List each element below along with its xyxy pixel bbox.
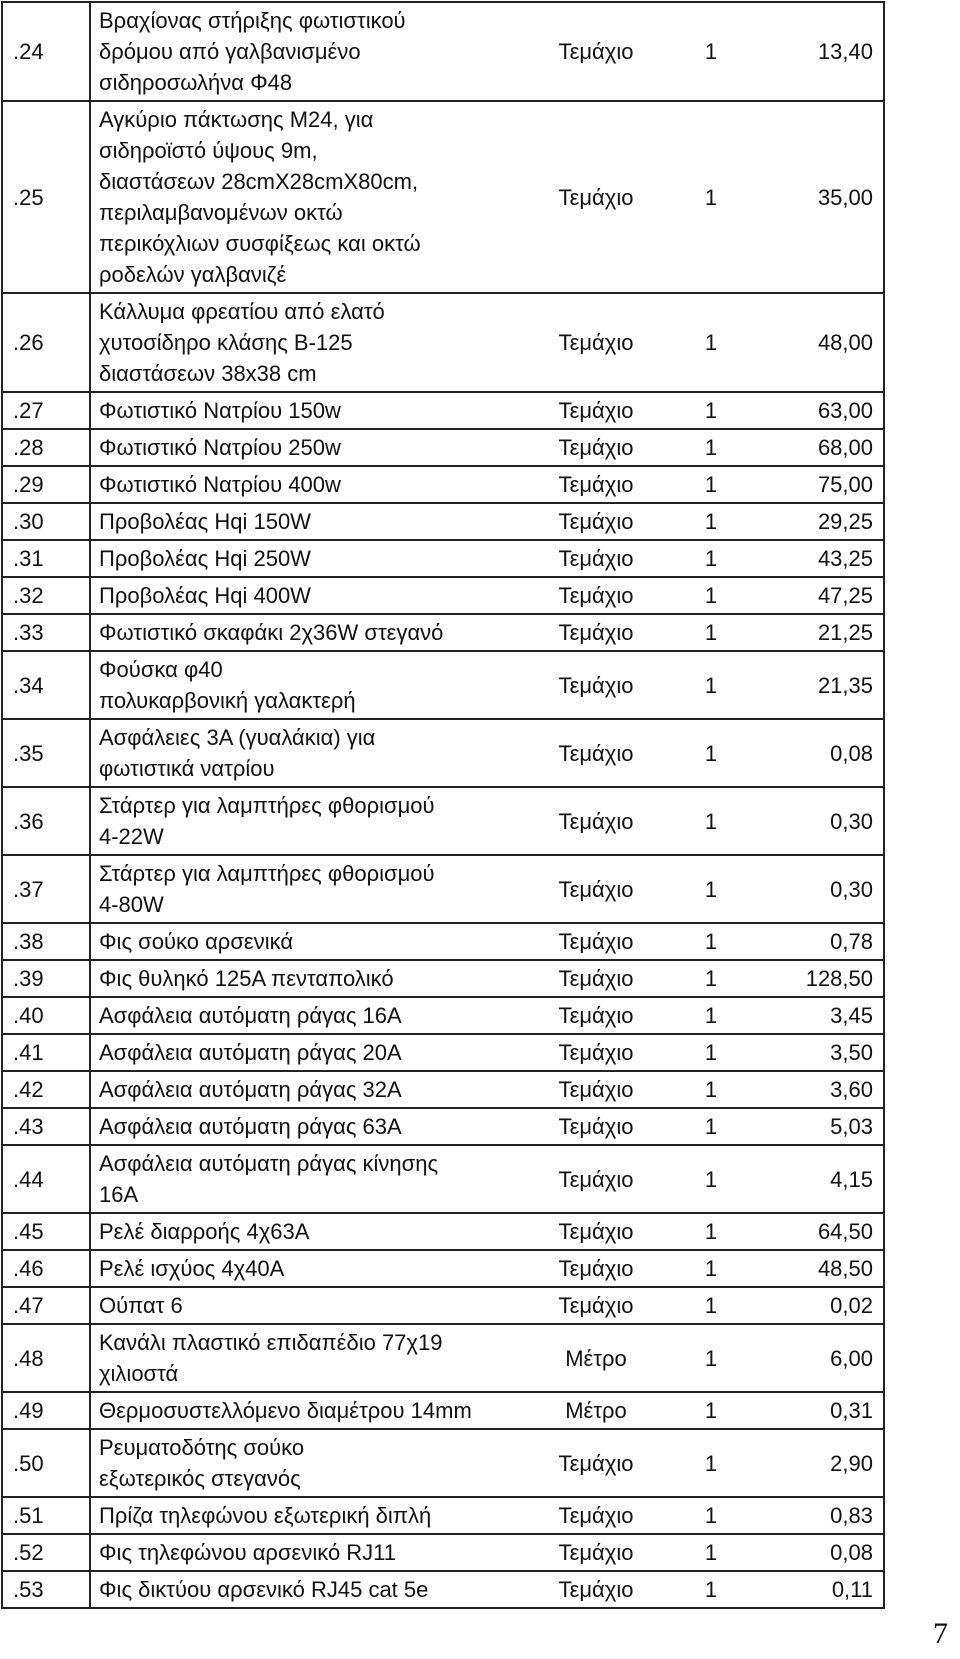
item-description-text: Φούσκα φ40 πολυκαρβονική γαλακτερή	[99, 657, 356, 713]
item-description	[90, 1429, 526, 1497]
item-price: 13,40	[756, 2, 884, 101]
item-quantity: 1	[666, 101, 756, 293]
item-price: 21,35	[756, 651, 884, 719]
item-price: 3,50	[756, 1034, 884, 1071]
item-description-text: Κανάλι πλαστικό επιδαπέδιο 77χ19 χιλιοστά	[99, 1330, 443, 1386]
table-row	[2, 577, 884, 614]
item-quantity: 1	[666, 1324, 756, 1392]
item-price: 3,60	[756, 1071, 884, 1108]
item-price: 0,02	[756, 1287, 884, 1324]
item-price: 29,25	[756, 503, 884, 540]
item-number: .46	[2, 1250, 90, 1287]
item-quantity: 1	[666, 1571, 756, 1608]
item-number: .39	[2, 960, 90, 997]
item-price: 75,00	[756, 466, 884, 503]
item-quantity: 1	[666, 577, 756, 614]
item-quantity: 1	[666, 997, 756, 1034]
item-quantity: 1	[666, 1034, 756, 1071]
item-unit: Τεμάχιο	[526, 540, 666, 577]
item-quantity: 1	[666, 1250, 756, 1287]
table-row	[2, 1497, 884, 1534]
item-quantity: 1	[666, 392, 756, 429]
item-quantity: 1	[666, 503, 756, 540]
item-price: 2,90	[756, 1429, 884, 1497]
item-quantity: 1	[666, 293, 756, 392]
item-number: .43	[2, 1108, 90, 1145]
item-description: Φις τηλεφώνου αρσενικό RJ11	[90, 1534, 526, 1571]
item-quantity: 1	[666, 2, 756, 101]
item-quantity: 1	[666, 923, 756, 960]
item-unit: Τεμάχιο	[526, 1534, 666, 1571]
item-unit: Τεμάχιο	[526, 1287, 666, 1324]
item-quantity: 1	[666, 1108, 756, 1145]
table-body	[2, 2, 884, 1608]
item-unit: Τεμάχιο	[526, 1145, 666, 1213]
item-unit: Τεμάχιο	[526, 101, 666, 293]
item-description	[90, 787, 526, 855]
price-table	[1, 1, 885, 1609]
table-row	[2, 1324, 884, 1392]
item-number: .42	[2, 1071, 90, 1108]
table-row	[2, 503, 884, 540]
table-row	[2, 1392, 884, 1429]
table-row	[2, 855, 884, 923]
item-quantity: 1	[666, 1287, 756, 1324]
item-number: .24	[2, 2, 90, 101]
item-unit: Τεμάχιο	[526, 429, 666, 466]
table-row	[2, 1145, 884, 1213]
item-number: .36	[2, 787, 90, 855]
item-description-text: Στάρτερ για λαμπτήρες φθορισμού 4-22W	[99, 793, 435, 849]
item-price: 0,83	[756, 1497, 884, 1534]
table-row	[2, 1571, 884, 1608]
item-number: .45	[2, 1213, 90, 1250]
item-description: Προβολέας Hqi 250W	[90, 540, 526, 577]
item-unit: Τεμάχιο	[526, 651, 666, 719]
item-price: 35,00	[756, 101, 884, 293]
item-unit: Τεμάχιο	[526, 855, 666, 923]
table-row	[2, 787, 884, 855]
item-price: 48,50	[756, 1250, 884, 1287]
item-unit: Τεμάχιο	[526, 614, 666, 651]
table-row	[2, 651, 884, 719]
item-quantity: 1	[666, 1429, 756, 1497]
item-price: 5,03	[756, 1108, 884, 1145]
item-description-text: Ασφάλεια αυτόματη ράγας κίνησης 16Α	[99, 1151, 439, 1207]
item-number: .32	[2, 577, 90, 614]
item-quantity: 1	[666, 1071, 756, 1108]
item-unit: Τεμάχιο	[526, 1108, 666, 1145]
item-description: Προβολέας Hqi 150W	[90, 503, 526, 540]
table-row	[2, 1071, 884, 1108]
item-unit: Τεμάχιο	[526, 1071, 666, 1108]
item-quantity: 1	[666, 1392, 756, 1429]
item-number: .49	[2, 1392, 90, 1429]
item-description-text: Αγκύριο πάκτωσης Μ24, για σιδηροϊστό ύψους 9m, διαστάσεων 28cmX28cmX80cm, περιλαμβανομένων οκτώ περικόχλιων συσφίξεως και οκτώ ροδελών γαλβανιζέ	[99, 107, 421, 287]
table-row	[2, 540, 884, 577]
item-quantity: 1	[666, 787, 756, 855]
item-unit: Μέτρο	[526, 1392, 666, 1429]
item-quantity: 1	[666, 651, 756, 719]
item-description-text: Στάρτερ για λαμπτήρες φθορισμού 4-80W	[99, 861, 435, 917]
item-number: .27	[2, 392, 90, 429]
item-number: .25	[2, 101, 90, 293]
item-description: Φις θυληκό 125Α πενταπολικό	[90, 960, 526, 997]
item-quantity: 1	[666, 466, 756, 503]
item-quantity: 1	[666, 614, 756, 651]
item-number: .26	[2, 293, 90, 392]
item-unit: Τεμάχιο	[526, 1497, 666, 1534]
item-number: .28	[2, 429, 90, 466]
item-description: Ρελέ ισχύος 4χ40Α	[90, 1250, 526, 1287]
item-number: .53	[2, 1571, 90, 1608]
item-unit: Τεμάχιο	[526, 293, 666, 392]
table-row	[2, 2, 884, 101]
item-description	[90, 1145, 526, 1213]
item-number: .40	[2, 997, 90, 1034]
item-description-text: Βραχίονας στήριξης φωτιστικού δρόμου από γαλβανισμένο σιδηροσωλήνα Φ48	[99, 8, 406, 95]
table-row	[2, 1213, 884, 1250]
item-price: 3,45	[756, 997, 884, 1034]
item-unit: Τεμάχιο	[526, 923, 666, 960]
table-row	[2, 1429, 884, 1497]
item-description: Φωτιστικό Νατρίου 250w	[90, 429, 526, 466]
item-number: .33	[2, 614, 90, 651]
item-number: .51	[2, 1497, 90, 1534]
item-number: .29	[2, 466, 90, 503]
item-price: 0,30	[756, 787, 884, 855]
item-number: .37	[2, 855, 90, 923]
table-row	[2, 923, 884, 960]
item-number: .52	[2, 1534, 90, 1571]
item-price: 6,00	[756, 1324, 884, 1392]
item-description: Ασφάλεια αυτόματη ράγας 20Α	[90, 1034, 526, 1071]
item-quantity: 1	[666, 719, 756, 787]
item-unit: Τεμάχιο	[526, 1213, 666, 1250]
table-row	[2, 466, 884, 503]
item-quantity: 1	[666, 429, 756, 466]
table-row	[2, 719, 884, 787]
item-description	[90, 2, 526, 101]
item-description: Φωτιστικό Νατρίου 150w	[90, 392, 526, 429]
item-price: 68,00	[756, 429, 884, 466]
item-number: .38	[2, 923, 90, 960]
item-description	[90, 293, 526, 392]
item-description: Ούπατ 6	[90, 1287, 526, 1324]
item-quantity: 1	[666, 855, 756, 923]
item-price: 128,50	[756, 960, 884, 997]
item-description: Θερμοσυστελλόμενο διαμέτρου 14mm	[90, 1392, 526, 1429]
item-unit: Τεμάχιο	[526, 392, 666, 429]
item-unit: Τεμάχιο	[526, 2, 666, 101]
item-unit: Τεμάχιο	[526, 1034, 666, 1071]
item-quantity: 1	[666, 1497, 756, 1534]
item-description: Φις δικτύου αρσενικό RJ45 cat 5e	[90, 1571, 526, 1608]
table-row	[2, 392, 884, 429]
table-row	[2, 1534, 884, 1571]
item-unit: Τεμάχιο	[526, 997, 666, 1034]
table-row	[2, 1108, 884, 1145]
item-unit: Τεμάχιο	[526, 719, 666, 787]
item-number: .34	[2, 651, 90, 719]
item-number: .47	[2, 1287, 90, 1324]
item-price: 0,11	[756, 1571, 884, 1608]
item-number: .48	[2, 1324, 90, 1392]
item-quantity: 1	[666, 960, 756, 997]
item-description: Φωτιστικό Νατρίου 400w	[90, 466, 526, 503]
item-description	[90, 101, 526, 293]
item-description	[90, 855, 526, 923]
item-number: .30	[2, 503, 90, 540]
table-row	[2, 1034, 884, 1071]
item-quantity: 1	[666, 1213, 756, 1250]
item-description	[90, 651, 526, 719]
item-unit: Τεμάχιο	[526, 787, 666, 855]
item-price: 0,78	[756, 923, 884, 960]
table-row	[2, 614, 884, 651]
item-number: .50	[2, 1429, 90, 1497]
item-unit: Τεμάχιο	[526, 503, 666, 540]
item-description-text: Κάλλυμα φρεατίου από ελατό χυτοσίδηρο κλάσης Β-125 διαστάσεων 38x38 cm	[99, 299, 385, 386]
item-description: Προβολέας Hqi 400W	[90, 577, 526, 614]
item-description-text: Ρευματοδότης σούκο εξωτερικός στεγανός	[99, 1435, 305, 1491]
item-unit: Τεμάχιο	[526, 960, 666, 997]
item-price: 0,30	[756, 855, 884, 923]
item-price: 0,08	[756, 719, 884, 787]
item-description: Ασφάλεια αυτόματη ράγας 16Α	[90, 997, 526, 1034]
item-price: 63,00	[756, 392, 884, 429]
item-price: 43,25	[756, 540, 884, 577]
table-row	[2, 1250, 884, 1287]
item-description: Ασφάλεια αυτόματη ράγας 63Α	[90, 1108, 526, 1145]
item-price: 0,08	[756, 1534, 884, 1571]
item-quantity: 1	[666, 1534, 756, 1571]
item-number: .31	[2, 540, 90, 577]
table-row	[2, 1287, 884, 1324]
table-row	[2, 997, 884, 1034]
item-price: 47,25	[756, 577, 884, 614]
item-description: Φωτιστικό σκαφάκι 2χ36W στεγανό	[90, 614, 526, 651]
item-unit: Τεμάχιο	[526, 577, 666, 614]
page-number: 7	[933, 1617, 948, 1650]
item-description	[90, 1324, 526, 1392]
item-description: Φις σούκο αρσενικά	[90, 923, 526, 960]
table-row	[2, 293, 884, 392]
item-number: .35	[2, 719, 90, 787]
item-unit: Μέτρο	[526, 1324, 666, 1392]
item-price: 64,50	[756, 1213, 884, 1250]
item-price: 21,25	[756, 614, 884, 651]
table-row	[2, 101, 884, 293]
item-quantity: 1	[666, 540, 756, 577]
item-unit: Τεμάχιο	[526, 1571, 666, 1608]
item-description: Ρελέ διαρροής 4χ63Α	[90, 1213, 526, 1250]
item-description	[90, 719, 526, 787]
item-unit: Τεμάχιο	[526, 1250, 666, 1287]
item-quantity: 1	[666, 1145, 756, 1213]
table-row	[2, 960, 884, 997]
item-number: .44	[2, 1145, 90, 1213]
item-number: .41	[2, 1034, 90, 1071]
item-unit: Τεμάχιο	[526, 466, 666, 503]
table-row	[2, 429, 884, 466]
item-description: Πρίζα τηλεφώνου εξωτερική διπλή	[90, 1497, 526, 1534]
item-description-text: Ασφάλειες 3Α (γυαλάκια) για φωτιστικά νατρίου	[99, 725, 376, 781]
item-price: 48,00	[756, 293, 884, 392]
item-unit: Τεμάχιο	[526, 1429, 666, 1497]
item-price: 4,15	[756, 1145, 884, 1213]
item-price: 0,31	[756, 1392, 884, 1429]
item-description: Ασφάλεια αυτόματη ράγας 32Α	[90, 1071, 526, 1108]
